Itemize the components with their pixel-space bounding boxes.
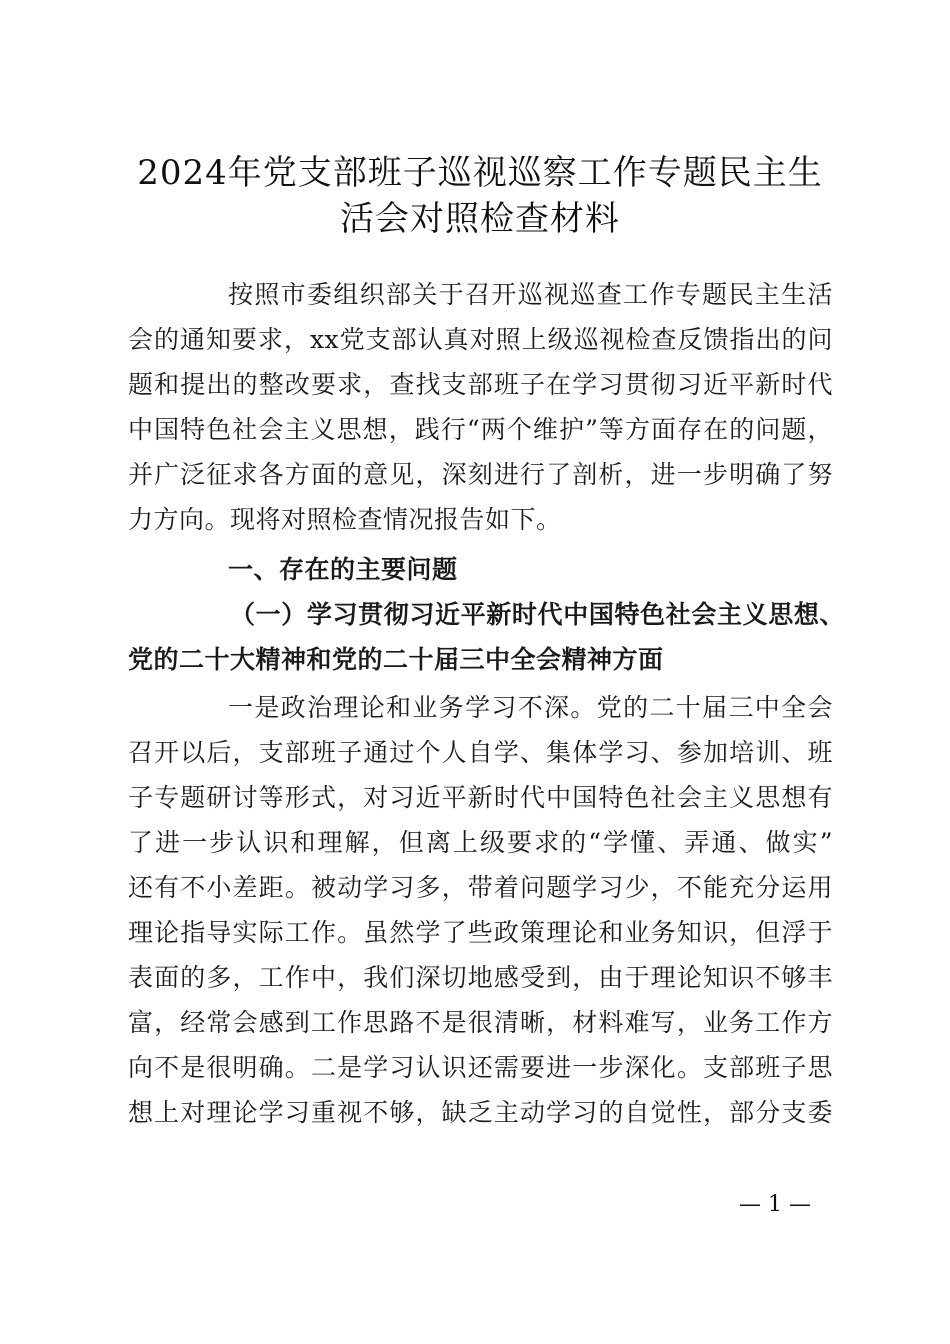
body-line-7: 表面的多，工作中，我们深切地感受到，由于理论知识不够丰 (128, 963, 833, 992)
body-line-8: 富，经常会感到工作思路不是很清晰，材料难写，业务工作方 (128, 1008, 833, 1037)
body-line-1: 一是政治理论和业务学习不深。党的二十届三中全会 (228, 693, 833, 722)
intro-line-5: 并广泛征求各方面的意见，深刻进行了剖析，进一步明确了努 (128, 460, 833, 489)
intro-line-4: 中国特色社会主义思想，践行“两个维护”等方面存在的问题， (128, 415, 833, 444)
section-heading-1: 一、存在的主要问题 (228, 555, 458, 584)
body-line-5: 还有不小差距。被动学习多，带着问题学习少，不能充分运用 (128, 873, 833, 902)
intro-line-1: 按照市委组织部关于召开巡视巡查工作专题民主生活 (228, 280, 833, 309)
body-line-3: 子专题研讨等形式，对习近平新时代中国特色社会主义思想有 (128, 783, 833, 812)
subsection-heading-line-1: （一）学习贯彻习近平新时代中国特色社会主义思想、 (230, 600, 845, 629)
body-line-4: 了进一步认识和理解，但离上级要求的“学懂、弄通、做实” (128, 828, 833, 857)
intro-line-3: 题和提出的整改要求，查找支部班子在学习贯彻习近平新时代 (128, 370, 833, 399)
body-line-2: 召开以后，支部班子通过个人自学、集体学习、参加培训、班 (128, 738, 833, 767)
page-number: — 1 — (739, 1192, 811, 1217)
intro-line-2: 会的通知要求，xx党支部认真对照上级巡视检查反馈指出的问 (128, 325, 833, 354)
body-line-9: 向不是很明确。二是学习认识还需要进一步深化。支部班子思 (128, 1053, 833, 1082)
document-title-line-1: 2024年党支部班子巡视巡察工作专题民主生 (137, 153, 823, 193)
intro-line-6: 力方向。现将对照检查情况报告如下。 (128, 505, 562, 534)
body-line-6: 理论指导实际工作。虽然学了些政策理论和业务知识，但浮于 (128, 918, 833, 947)
body-line-10: 想上对理论学习重视不够，缺乏主动学习的自觉性，部分支委 (128, 1098, 833, 1127)
document-title-line-2: 活会对照检查材料 (340, 199, 620, 239)
subsection-heading-line-2: 党的二十大精神和党的二十届三中全会精神方面 (128, 645, 664, 674)
